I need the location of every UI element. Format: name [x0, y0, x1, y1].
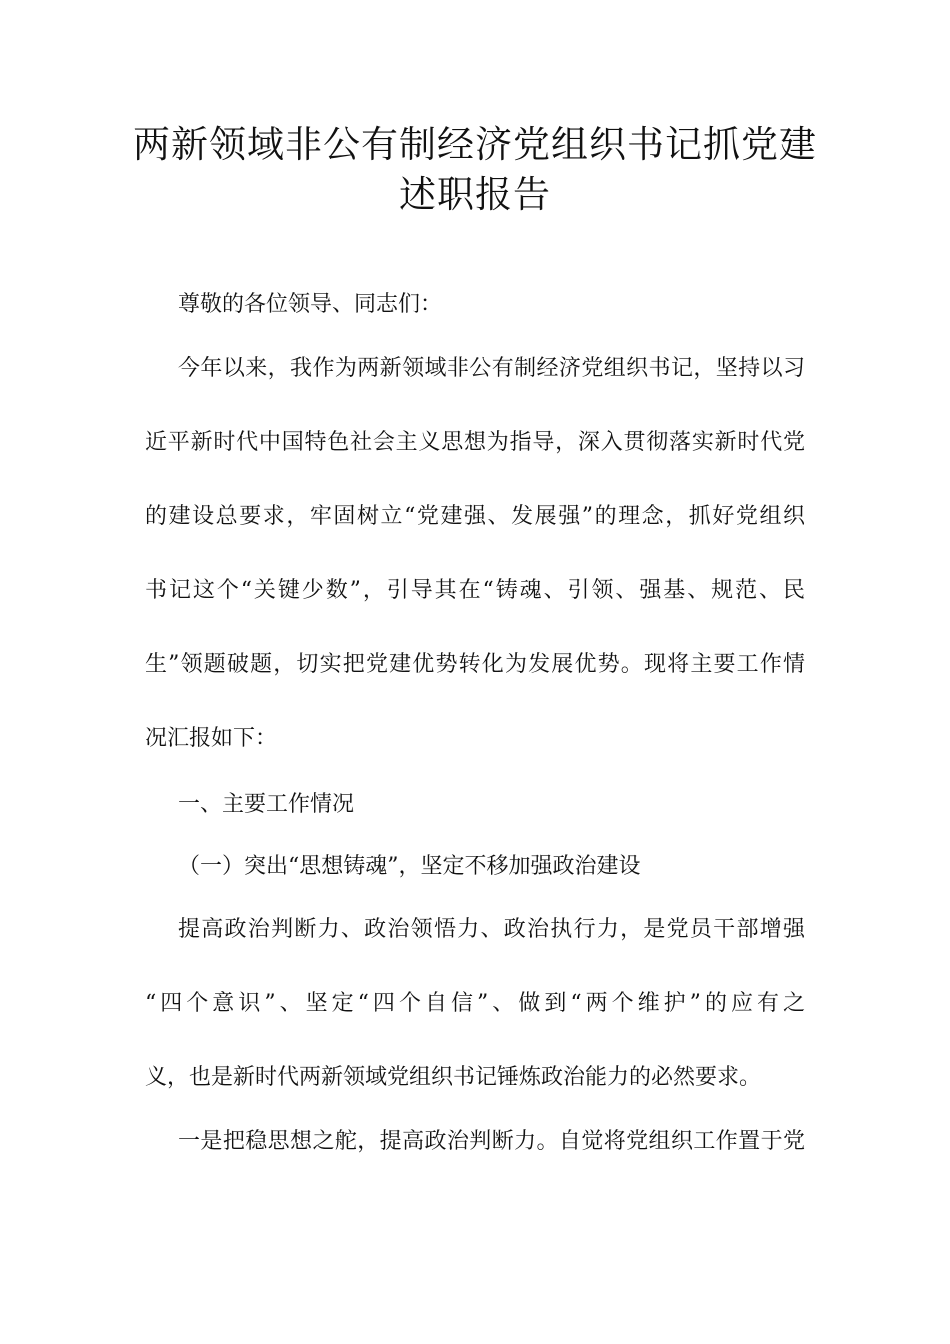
intro-line-5: 生”领题破题，切实把党建优势转化为发展优势。现将主要工作情 — [145, 652, 805, 677]
section-heading: 一、主要工作情况 — [178, 792, 355, 817]
document-title-line-2: 述职报告 — [399, 173, 551, 216]
para2-line-3: 义，也是新时代两新领域党组织书记锤炼政治能力的必然要求。 — [145, 1065, 762, 1090]
intro-line-1: 今年以来，我作为两新领域非公有制经济党组织书记，坚持以习 — [178, 356, 805, 381]
intro-line-4: 书记这个“关键少数”，引导其在“铸魂、引领、强基、规范、民 — [145, 578, 805, 603]
intro-line-2: 近平新时代中国特色社会主义思想为指导，深入贯彻落实新时代党 — [145, 430, 805, 455]
salutation: 尊敬的各位领导、同志们： — [178, 292, 443, 317]
para3-line-1: 一是把稳思想之舵，提高政治判断力。自觉将党组织工作置于党 — [178, 1129, 805, 1154]
document-title-line-1: 两新领域非公有制经济党组织书记抓党建 — [133, 123, 817, 166]
intro-line-3: 的建设总要求，牢固树立“党建强、发展强”的理念，抓好党组织 — [145, 504, 805, 529]
intro-line-6: 况汇报如下： — [145, 726, 278, 751]
para2-line-2: “四个意识”、坚定“四个自信”、做到“两个维护”的应有之 — [145, 991, 805, 1016]
subsection-heading: （一）突出“思想铸魂”，坚定不移加强政治建设 — [178, 854, 641, 879]
para2-line-1: 提高政治判断力、政治领悟力、政治执行力，是党员干部增强 — [178, 917, 805, 942]
